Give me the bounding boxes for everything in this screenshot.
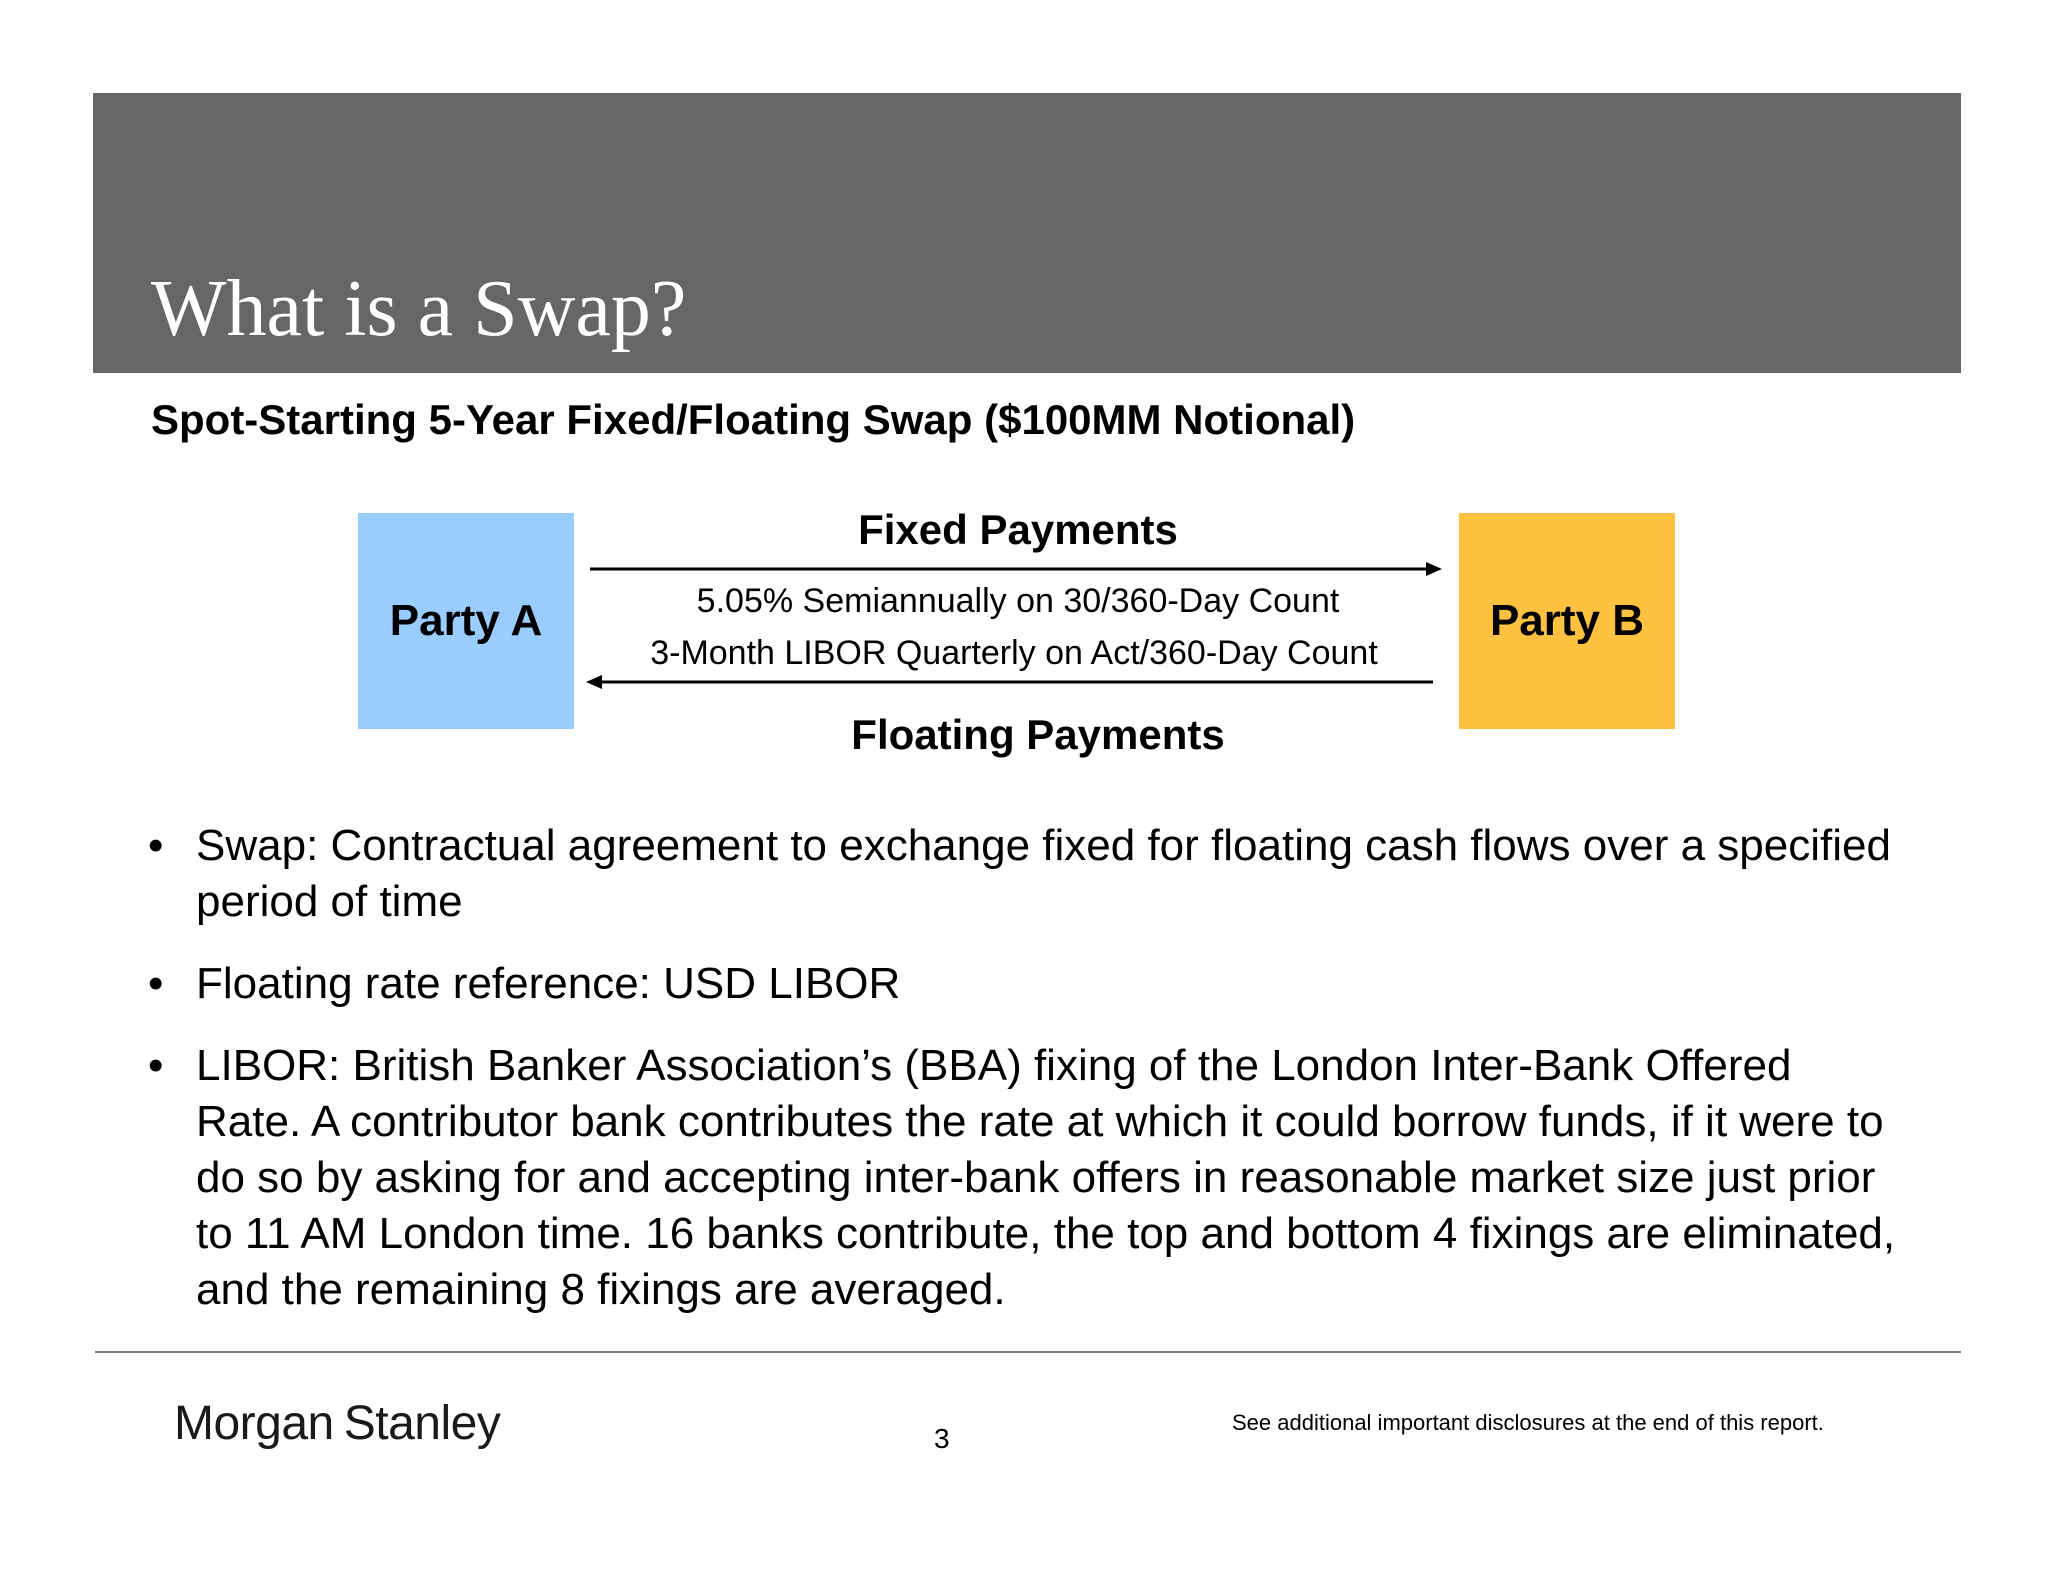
logo-word-stanley: Stanley xyxy=(343,1397,501,1450)
subtitle: Spot-Starting 5-Year Fixed/Floating Swap ($100MM Notional) xyxy=(151,396,1356,443)
party-b-label: Party B xyxy=(1489,596,1645,645)
bullet-text: Floating rate reference: USD LIBOR xyxy=(196,959,901,1008)
floating-payments-label: Floating Payments xyxy=(851,711,1225,758)
bullet-icon: • xyxy=(148,1041,164,1090)
logo-word-morgan: Morgan xyxy=(174,1397,334,1450)
bullet-text: LIBOR: British Banker Association’s (BBA) fixing of the London Inter-Bank Offered Rate. A contributor bank contributes the rate at which it could borrow funds, if it were to do so by asking for and accepting inter-bank offers in reasonable market size just prior to 11 AM London time. 16 banks contribute, the top and bottom 4 fixings are eliminated, and the remaining 8 fixings are averaged. xyxy=(196,1041,1896,1314)
fixed-payments-detail: 5.05% Semiannually on 30/360-Day Count xyxy=(696,582,1340,620)
fixed-arrow xyxy=(590,562,1442,576)
floating-payments-detail: 3-Month LIBOR Quarterly on Act/360-Day Count xyxy=(650,634,1378,672)
floating-arrow xyxy=(586,675,1433,689)
bullet-item xyxy=(148,818,1908,930)
bullet-list xyxy=(148,818,1908,1344)
morgan-stanley-logo xyxy=(174,1396,500,1451)
bullet-item xyxy=(148,956,1908,1012)
party-a-label: Party A xyxy=(389,596,543,645)
footer-divider xyxy=(95,1351,1961,1353)
party-b-box xyxy=(1459,513,1675,729)
bullet-icon: • xyxy=(148,959,164,1008)
page-number: 3 xyxy=(934,1423,950,1454)
title-bar xyxy=(93,93,1961,373)
page-title: What is a Swap? xyxy=(151,265,687,353)
bullet-text: Swap: Contractual agreement to exchange fixed for floating cash flows over a specified period of time xyxy=(196,821,1891,926)
bullet-icon: • xyxy=(148,821,164,870)
fixed-payments-label: Fixed Payments xyxy=(858,506,1178,553)
party-a-box xyxy=(358,513,574,729)
disclosure-note: See additional important disclosures at the end of this report. xyxy=(1232,1410,1824,1435)
bullet-item xyxy=(148,1038,1908,1318)
